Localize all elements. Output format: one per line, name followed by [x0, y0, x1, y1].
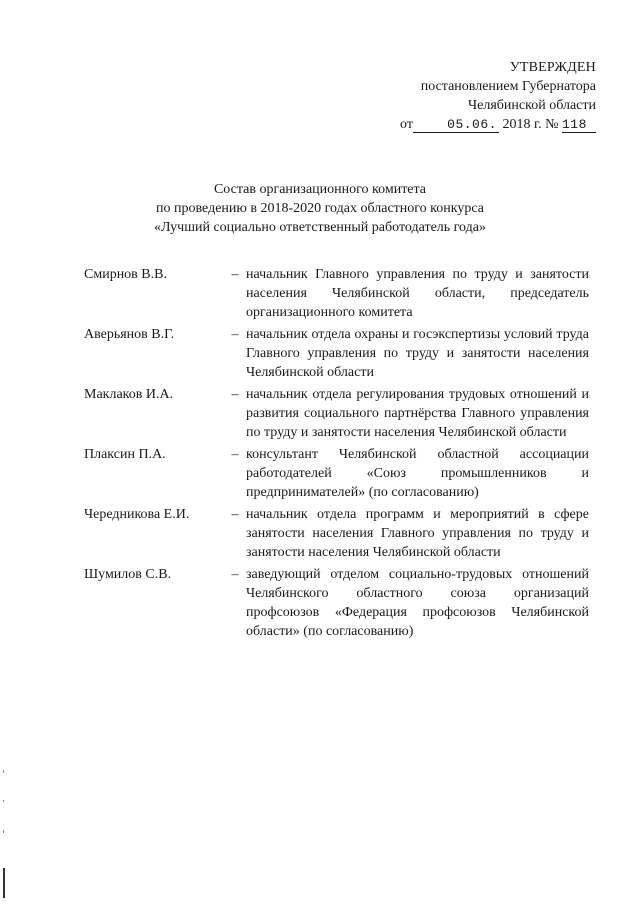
- member-row: [84, 565, 589, 641]
- heading-line-2: по проведению в 2018-2020 годах областного конкурса: [156, 201, 484, 216]
- member-dash: –: [231, 267, 239, 282]
- member-role: консультант Челябинской областной ассоциации работодателей «Союз промышленников и предпринимателей» (по согласованию): [246, 447, 589, 500]
- member-role: начальник отдела программ и мероприятий в сфере занятости населения Главного управления по труду и занятости населения Челябинской области: [246, 507, 589, 560]
- scan-artifact: [3, 800, 4, 802]
- member-dash: –: [231, 327, 239, 342]
- member-name: Смирнов В.В.: [84, 267, 167, 282]
- member-role: начальник отдела регулирования трудовых отношений и развития социального партнёрства Главного управления по труду и занятости населения Челябинской области: [246, 387, 589, 440]
- member-row: [84, 385, 589, 442]
- member-name: Плаксин П.А.: [84, 447, 166, 462]
- committee-members-list: [84, 265, 589, 644]
- member-name: Чередникова Е.И.: [84, 507, 190, 522]
- member-row: [84, 505, 589, 562]
- member-name: Маклаков И.А.: [84, 387, 174, 402]
- member-role: заведующий отделом социально-трудовых отношений Челябинского областного союза организаций профсоюзов «Федерация профсоюзов Челябинской области» (по согласованию): [246, 567, 589, 639]
- approval-line-2: Челябинской области: [468, 98, 596, 113]
- approval-line-1: постановлением Губернатора: [420, 79, 596, 94]
- approval-title: УТВЕРЖДЕН: [509, 60, 596, 75]
- member-role: начальник Главного управления по труду и занятости населения Челябинской области, председатель организационного комитета: [246, 267, 589, 320]
- member-name: Аверьянов В.Г.: [84, 327, 175, 342]
- approval-number: 118: [562, 118, 596, 133]
- scan-artifact: [3, 830, 4, 833]
- member-dash: –: [231, 447, 239, 462]
- approval-year: 2018 г. №: [502, 117, 559, 132]
- heading-line-1: Состав организационного комитета: [213, 182, 427, 197]
- member-dash: –: [231, 387, 239, 402]
- member-row: [84, 325, 589, 382]
- member-row: [84, 265, 589, 322]
- approval-block: [366, 58, 596, 134]
- approval-from-label: от: [400, 117, 413, 132]
- member-dash: –: [231, 507, 239, 522]
- member-row: [84, 445, 589, 502]
- scan-artifact: [3, 868, 5, 898]
- document-heading: [0, 180, 640, 237]
- heading-line-3: «Лучший социально ответственный работодатель года»: [154, 220, 486, 235]
- member-dash: –: [231, 567, 239, 582]
- approval-date: 05.06.: [413, 118, 499, 133]
- member-role: начальник отдела охраны и госэкспертизы условий труда Главного управления по труду и занятости населения Челябинской области: [246, 327, 589, 380]
- approval-date-line: [366, 115, 596, 134]
- member-name: Шумилов С.В.: [84, 567, 172, 582]
- scan-artifact: [3, 770, 4, 773]
